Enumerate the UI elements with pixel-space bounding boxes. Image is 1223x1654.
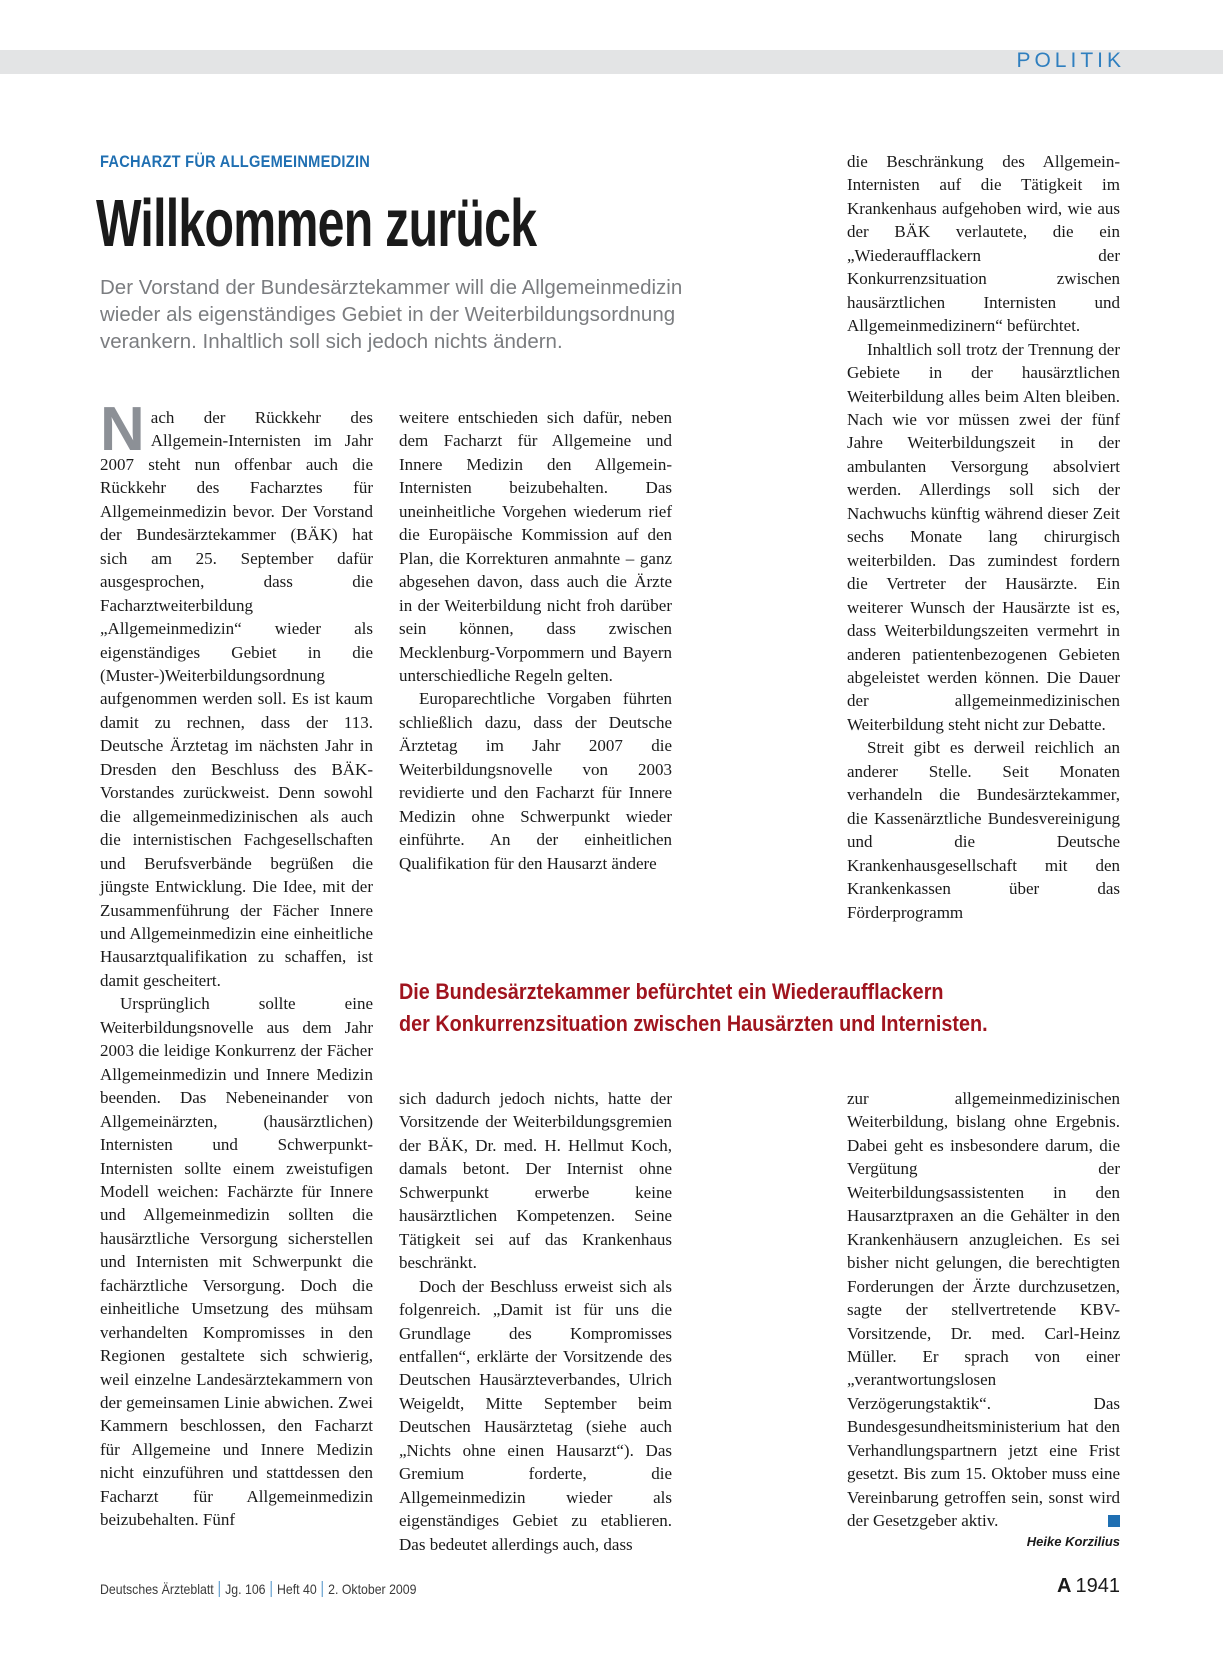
page-number-value: 1941 xyxy=(1075,1575,1120,1597)
author-byline: Heike Korzilius xyxy=(1026,1534,1120,1549)
paragraph-text: ach der Rückkehr des Allgemein-Internisten im Jahr 2007 steht nun offenbar auch die Rückkehr des Facharztes für Allgemeinmedizin bevor. Der Vorstand der Bundesärztekammer (BÄK) hat sich am 25. September dafür ausgesprochen, dass die Facharztweiterbildung „Allgemeinmedizin“ wieder als eigenständiges Gebiet in die (Muster-)Weiterbildungsordnung aufgenommen werden soll. Es ist kaum damit zu rechnen, dass der 113. Deutsche Ärztetag im nächsten Jahr in Dresden den Beschluss des BÄK-Vorstandes zurückweist. Denn sowohl die allgemeinmedizinischen als auch die internistischen Fachgesellschaften und Berufsverbände begrüßen die jüngste Entwicklung. Die Idee, mit der Zusammenführung der Fächer Innere und Allgemeinmedizin eine einheitliche Hausarztqualifikation zu schaffen, ist damit gescheitert. xyxy=(100,408,373,990)
paragraph: Doch der Beschluss erweist sich als folgenreich. „Damit ist für uns die Grundlage des Kompromisses entfallen“, erklärte der Vorsitzende des Deutschen Hausärzteverbandes, Ulrich Weigeldt, Mitte September beim Deutschen Hausärztetag (siehe auch „Nichts ohne einen Hausarzt“). Das Gremium forderte, die Allgemeinmedizin wieder als eigenständiges Gebiet zu etablieren. Das bedeutet allerdings auch, dass xyxy=(399,1276,672,1554)
paragraph xyxy=(100,395,373,992)
page-prefix: A xyxy=(1057,1575,1072,1597)
body-column-2 xyxy=(399,406,672,875)
pull-quote-line: der Konkurrenzsituation zwischen Hausärzten und Internisten. xyxy=(399,1011,988,1036)
paragraph: weitere entschieden sich dafür, neben dem Facharzt für Allgemeine und Innere Medizin den Allgemein-Internisten beizubehalten. Das uneinheitliche Vorgehen wiederum rief die Europäische Kommission auf den Plan, die Korrekturen anmahnte – ganz abgesehen davon, dass auch die Ärzte in der Weiterbildung nicht froh darüber sein können, dass zwischen Mecklenburg-Vorpommern und Bayern unterschiedliche Regeln gelten. xyxy=(399,408,672,685)
pull-quote xyxy=(399,976,988,1040)
body-column-3-lower xyxy=(847,1087,1120,1533)
article-lead xyxy=(100,274,800,355)
volume: Jg. 106 xyxy=(225,1581,266,1597)
issue-date: 2. Oktober 2009 xyxy=(328,1581,417,1597)
footer-divider xyxy=(322,1581,323,1597)
pull-quote-line: Die Bundesärztekammer befürchtet ein Wiederaufflackern xyxy=(399,979,944,1004)
end-mark-icon xyxy=(1108,1515,1120,1527)
paragraph: die Beschränkung des Allgemein-Internisten auf die Tätigkeit im Krankenhaus aufgehoben wird, wie aus der BÄK verlautete, die ein „Wiederaufflackern der Konkurrenzsituation zwischen hausärztlichen Internisten und Allgemeinmedizinern“ befürchtet. xyxy=(847,152,1120,336)
page-number xyxy=(1057,1575,1120,1598)
footer-divider xyxy=(271,1581,272,1597)
paragraph: Ursprünglich sollte eine Weiterbildungsnovelle aus dem Jahr 2003 die leidige Konkurrenz der Fächer Allgemeinmedizin und Innere Medizin beenden. Das Nebeneinander von Allgemeinärzten, (hausärztlichen) Internisten und Schwerpunkt-Internisten sollte einem zweistufigen Modell weichen: Fachärzte für Innere und Allgemeinmedizin sollten die hausärztliche Versorgung sicherstellen und Internisten mit Schwerpunkt die fachärztliche Versorgung. Doch die einheitliche Umsetzung des mühsam verhandelten Kompromisses in den Regionen gestaltete sich schwierig, weil einzelne Landesärztekammern von der gemeinsamen Linie abwichen. Zwei Kammern beschlossen, den Facharzt für Allgemeine und Innere Medizin nicht einzuführen und stattdessen den Facharzt für Allgemeinmedizin beizubehalten. Fünf xyxy=(100,994,373,1530)
body-column-3 xyxy=(847,150,1120,924)
article-kicker: FACHARZT FÜR ALLGEMEINMEDIZIN xyxy=(100,152,371,171)
paragraph: sich dadurch jedoch nichts, hatte der Vorsitzende der Weiterbildungsgremien der BÄK, Dr. med. H. Hellmut Koch, damals betont. Der Internist ohne Schwerpunkt erwerbe keine hausärztlichen Kompetenzen. Seine Tätigkeit sei auf das Krankenhaus beschränkt. xyxy=(399,1089,672,1273)
lead-line: Der Vorstand der Bundesärztekammer will die Allgemeinmedizin xyxy=(100,276,683,299)
lead-line: wieder als eigenständiges Gebiet in der Weiterbildungsordnung xyxy=(100,303,676,326)
paragraph xyxy=(847,1087,1120,1533)
paragraph-text: zur allgemeinmedizinischen Weiterbildung, bislang ohne Ergebnis. Dabei geht es insbesondere darum, die Vergütung der Weiterbildungsassistenten in den Hausarztpraxen an die Gehälter in den Krankenhäusern anzugleichen. Es sei bisher nicht gelungen, die berechtigten Forderungen der Ärzte durchzusetzen, sagte der stellvertretende KBV-Vorsitzende, Dr. med. Carl-Heinz Müller. Er sprach von einer „verantwortungslosen Verzögerungstaktik“. Das Bundesgesundheitsministerium hat den Verhandlungspartnern jetzt eine Frist gesetzt. Bis zum 15. Oktober muss eine Vereinbarung getroffen sein, sonst wird der Gesetzgeber aktiv. xyxy=(847,1089,1120,1531)
paragraph: Streit gibt es derweil reichlich an anderer Stelle. Seit Monaten verhandeln die Bundesärztekammer, die Kassenärztliche Bundesvereinigung und die Deutsche Krankenhausgesellschaft mit den Krankenkassen über das Förderprogramm xyxy=(847,738,1120,922)
body-column-1 xyxy=(100,395,373,1532)
issue: Heft 40 xyxy=(276,1581,317,1597)
paragraph: Europarechtliche Vorgaben führten schließlich dazu, dass der Deutsche Ärztetag im Jahr 2007 die Weiterbildungsnovelle von 2003 revidierte und den Facharzt für Innere Medizin ohne Schwerpunkt wieder einführte. An der einheitlichen Qualifikation für den Hausarzt ändere xyxy=(399,689,672,873)
drop-cap: N xyxy=(100,395,145,464)
footer-divider xyxy=(219,1581,220,1597)
footer-citation xyxy=(100,1581,416,1597)
paragraph: Inhaltlich soll trotz der Trennung der Gebiete in der hausärztlichen Weiterbildung alles beim Alten bleiben. Nach wie vor müssen zwei der fünf Jahre Weiterbildungszeit in der ambulanten Versorgung absolviert werden. Allerdings soll sich der Nachwuchs künftig während dieser Zeit sechs Monate lang chirurgisch weiterbilden. Das zumindest fordern die Vertreter der Hausärzte. Ein weiterer Wunsch der Hausärzte ist es, dass Weiterbildungszeiten vermehrt in anderen patientenbezogenen Gebieten abgeleistet werden können. Die Dauer der allgemeinmedizinischen Weiterbildung steht nicht zur Debatte. xyxy=(847,339,1120,734)
body-column-2-lower xyxy=(399,1087,672,1556)
journal-name: Deutsches Ärzteblatt xyxy=(100,1581,214,1597)
article-title: Willkommen zurück xyxy=(96,186,537,261)
section-label: POLITIK xyxy=(1016,49,1125,72)
lead-line: verankern. Inhaltlich soll sich jedoch nichts ändern. xyxy=(100,330,563,353)
